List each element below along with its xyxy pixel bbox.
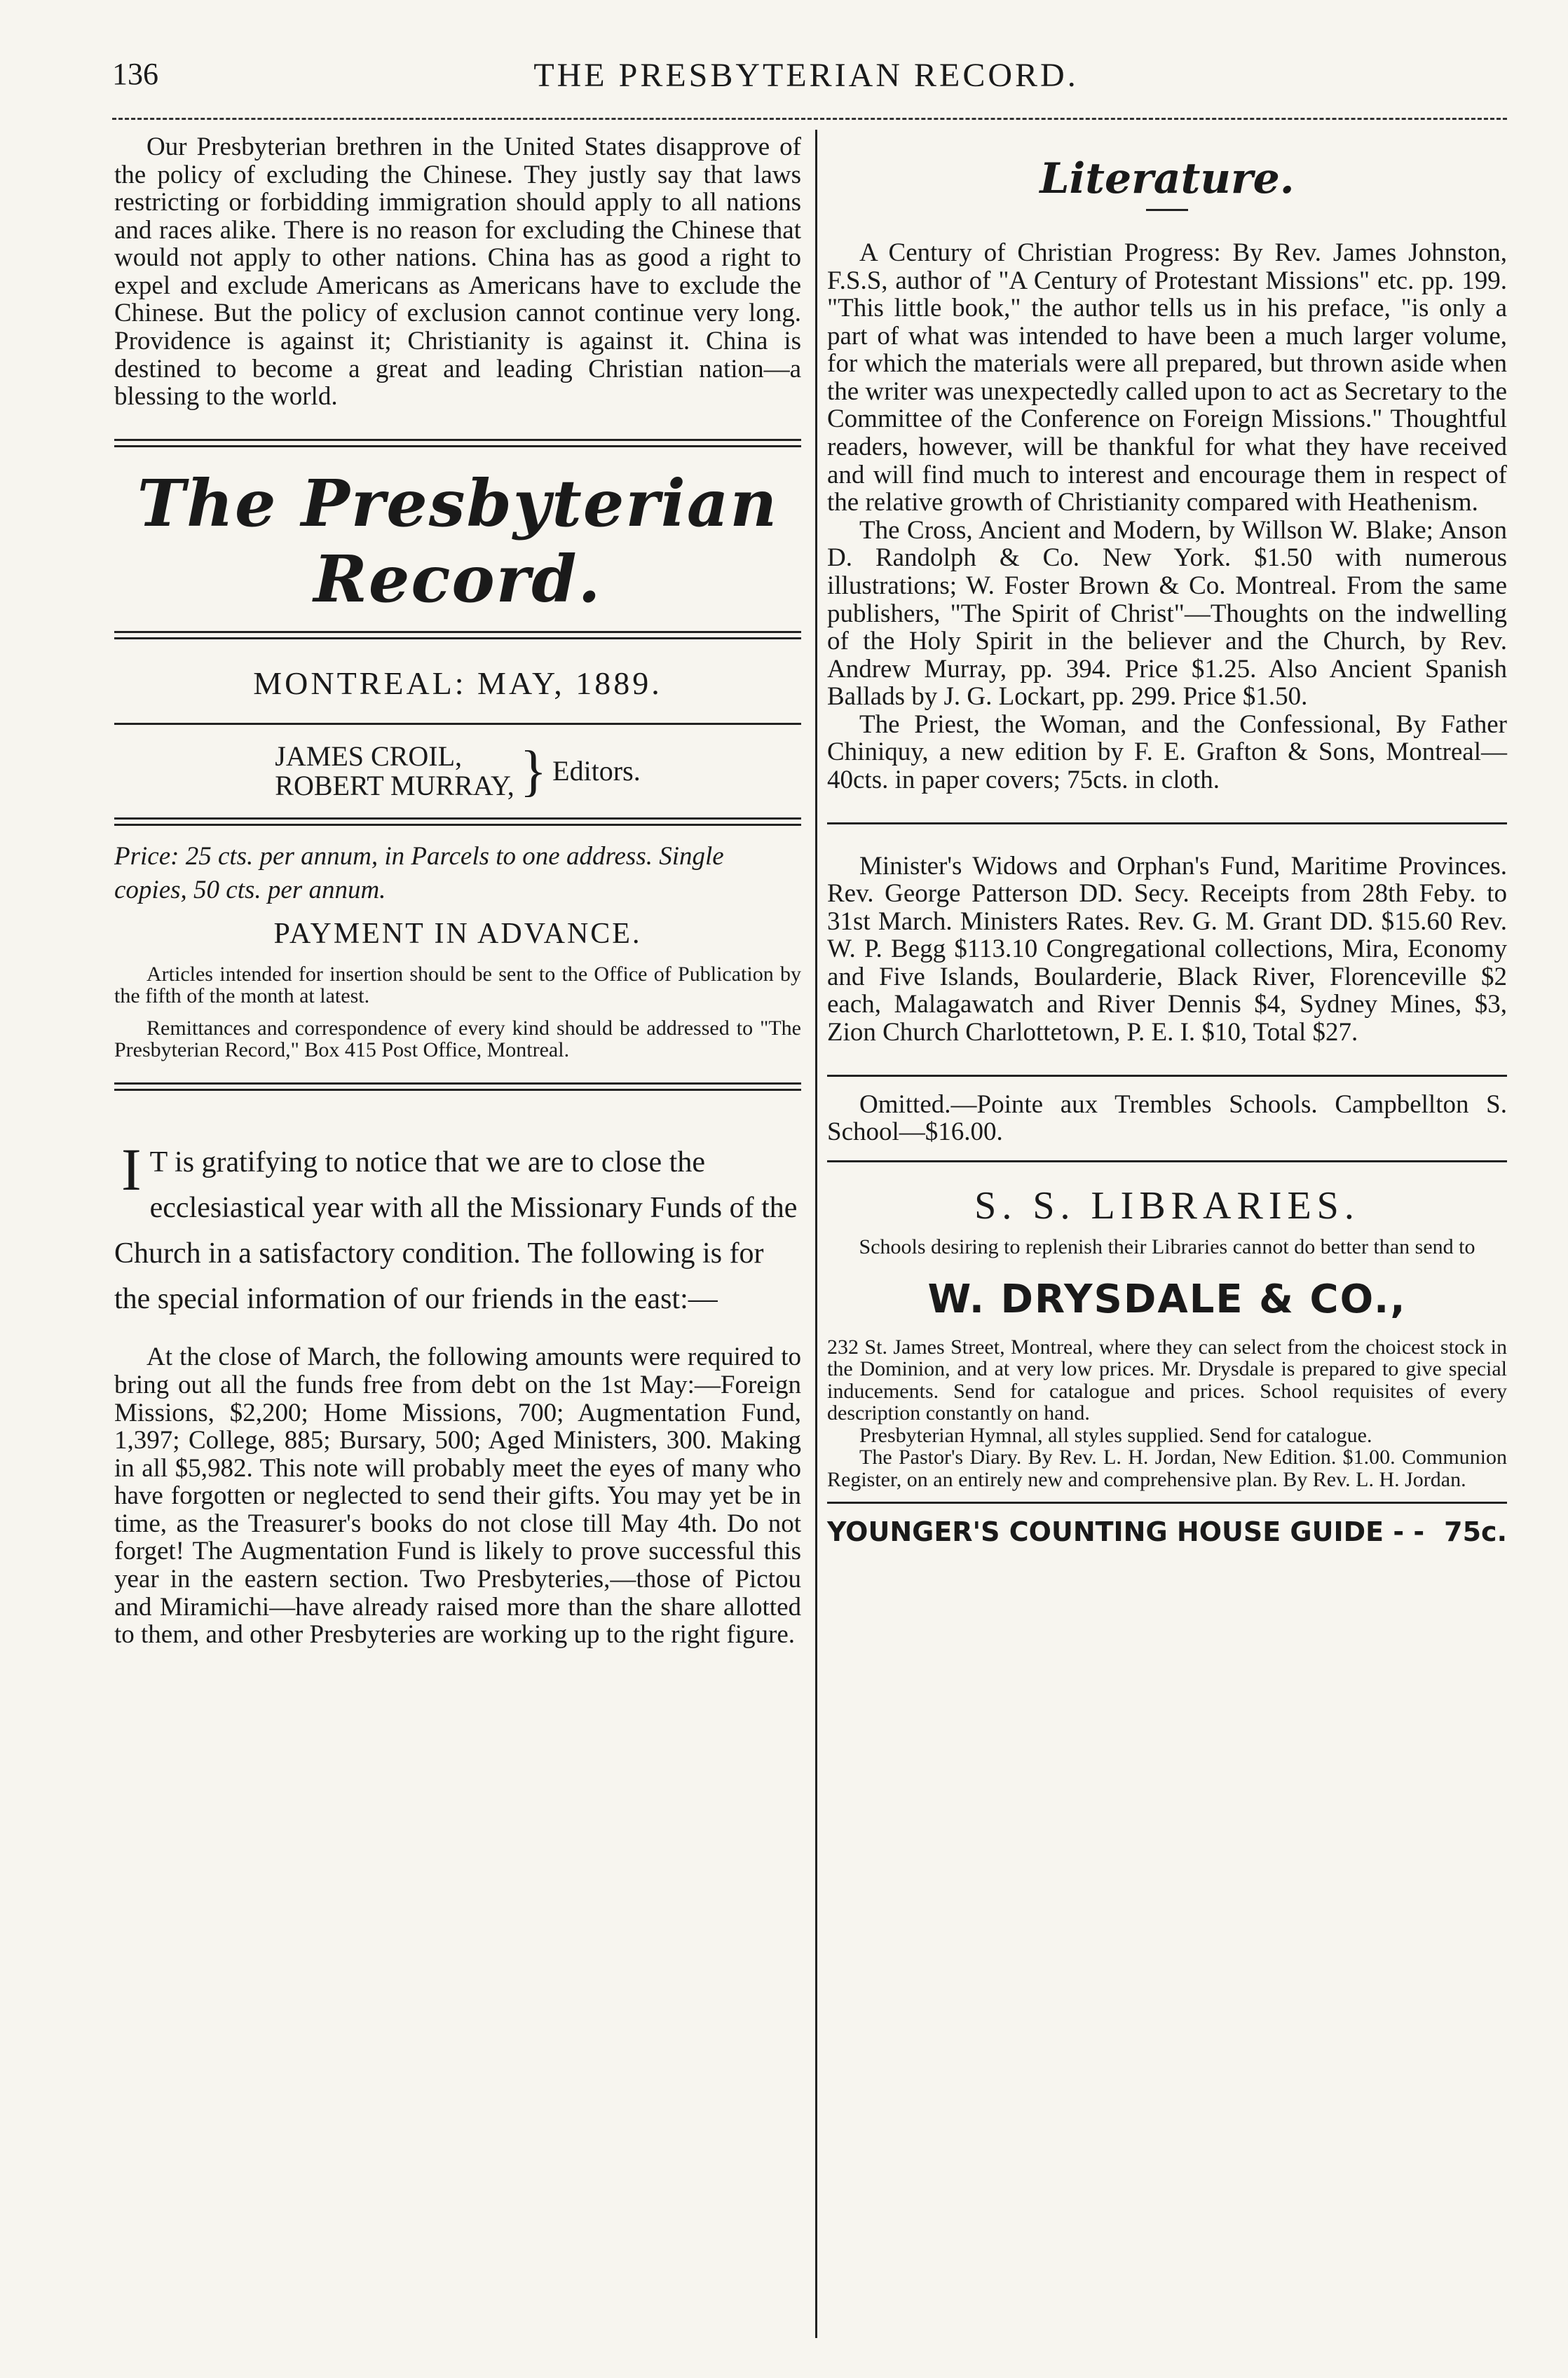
divider: [827, 1075, 1507, 1077]
fund-notice: Minister's Widows and Orphan's Fund, Maritime Provinces. Rev. George Patterson DD. Secy. Receipts from 28th Feby. to 31st March. Ministers Rates. Rev. G. M. Grant DD. $15.60 Rev. W. P. Begg $113.10 Congregational collections, Mira, Economy and Five Islands, Boularderie, Black River, Florenceville $2 each, Malagawatch and River Dennis $4, Sydney Mines, $3, Zion Church Charlottetown, P. E. I. $10, Total $27.: [827, 851, 1507, 1047]
advertisement-hymnal: Presbyterian Hymnal, all styles supplied. Send for catalogue.: [859, 1423, 1372, 1447]
payment-notice: PAYMENT IN ADVANCE.: [273, 917, 642, 950]
guide-price: 75c.: [1444, 1516, 1507, 1548]
masthead: The Presbyterian Record.: [137, 465, 779, 617]
header-rule: [112, 118, 1507, 120]
section-rule: [114, 439, 801, 447]
advertisement-footer: [827, 1516, 1507, 1547]
section-rule: [114, 631, 801, 639]
remittances-note: Remittances and correspondence of every kind should be addressed to "The Presbyterian Record," Box 415 Post Office, Montreal.: [114, 1016, 801, 1062]
book-review: A Century of Christian Progress: By Rev. James Johnston, F.S.S, author of "A Century of Protestant Missions" etc. pp. 199. "This little book," the author tells us in his preface, "is only a part of what was intended to have been a much larger volume, for which the materials were all prepared, but thrown aside when the writer was unexpectedly called upon to act as Secretary to the Committee of the Conference on Foreign Missions." Thoughtful readers, however, will be thankful for what they have received and will find much to interest and encourage them in respect of the relative growth of Christianity compared with Heathenism.: [827, 238, 1507, 517]
section-rule: [114, 817, 801, 826]
advertisement-diary: The Pastor's Diary. By Rev. L. H. Jordan, New Edition. $1.00. Communion Register, on an entirely new and comprehensive plan. By Rev. L. H. Jordan.: [827, 1446, 1507, 1491]
dateline: MONTREAL: MAY, 1889.: [253, 665, 662, 701]
articles-note: Articles intended for insertion should be sent to the Office of Publication by the fifth of the month at latest.: [114, 962, 801, 1008]
page-number: 136: [112, 57, 158, 91]
section-rule: [114, 1082, 801, 1091]
omitted-notice: Omitted.—Pointe aux Trembles Schools. Campbellton S. School—$16.00.: [827, 1089, 1507, 1147]
divider: [827, 822, 1507, 824]
page-header: [112, 42, 1500, 105]
advertisement-body: 232 St. James Street, Montreal, where they can select from the choicest stock in the Dominion, and at very low prices. Mr. Drysdale is prepared to give special inducements. Send for catalogue and prices. School requisites of every description constantly on hand.: [827, 1335, 1507, 1425]
editor-name: JAMES CROIL,: [275, 740, 462, 772]
editors-block: [114, 742, 801, 801]
body-paragraph: At the close of March, the following amounts were required to bring out all the funds free from debt on the 1st May:—Foreign Missions, $2,200; Home Missions, 700; Augmentation Fund, 1,397; College, 885; Bursary, 500; Aged Ministers, 300. Making in all $5,982. This note will probably meet the eyes of many who have forgotten or neglected to send their gifts. You may yet be in time, as the Treasurer's books do not close till May 4th. Do not forget! The Augmentation Fund is likely to prove successful this year in the eastern section. Two Presbyteries,—those of Pictou and Miramichi—have already raised more than the share allotted to them, and other Presbyteries are working up to the right figure.: [114, 1343, 801, 1650]
intro-paragraph: Our Presbyterian brethren in the United States disapprove of the policy of excluding the Chinese. They justly say that laws restricting or forbidding immigration should apply to all nations and races alike. There is no reason for excluding the Chinese that would not apply to other nations. China has as good a right to expel and exclude Americans as Americans have to exclude the Chinese. But the policy of exclusion cannot continue very long. Providence is against it; Christianity is against it. China is destined to become a great and leading Christian nation—a blessing to the world.: [114, 133, 801, 412]
right-column: [827, 133, 1507, 1547]
editor-name: ROBERT MURRAY,: [275, 769, 514, 801]
divider: [827, 1502, 1507, 1504]
book-review: The Priest, the Woman, and the Confessional, By Father Chiniquy, a new edition by F. E. Grafton & Sons, Montreal—40cts. in paper covers; 75cts. in cloth.: [827, 709, 1507, 794]
book-review: The Cross, Ancient and Modern, by Willson W. Blake; Anson D. Randolph & Co. New York. $1.50 with numerous illustrations; W. Foster Brown & Co. Montreal. From the same publishers, "The Spirit of Christ"—Thoughts on the indwelling of the Holy Spirit in the believer and the Church, by Rev. Andrew Murray, pp. 394. Price $1.25. Also Ancient Spanish Ballads by J. G. Lockart, pp. 299. Price $1.50.: [827, 515, 1507, 712]
lead-paragraph: T is gratifying to notice that we are to close the ecclesiastical year with all the Missionary Funds of the Church in a satisfactory condition. The following is for the special information of our friends in the east:—: [114, 1146, 798, 1316]
running-title: THE PRESBYTERIAN RECORD.: [533, 57, 1079, 94]
left-column: [114, 133, 801, 1649]
editor-names: [275, 742, 514, 801]
guide-title: YOUNGER'S COUNTING HOUSE GUIDE - -: [827, 1516, 1425, 1548]
divider: [114, 723, 801, 725]
editors-label: Editors.: [552, 755, 641, 787]
brace-glyph: }: [519, 740, 547, 802]
editorial-lead: [114, 1135, 801, 1322]
literature-heading: Literature.: [1039, 154, 1295, 203]
advertisement-company: W. DRYSDALE & CO.,: [927, 1276, 1407, 1322]
column-divider: [815, 130, 817, 2338]
divider: [827, 1160, 1507, 1162]
advertisement-title: S. S. LIBRARIES.: [974, 1183, 1360, 1228]
small-rule: [1146, 209, 1188, 211]
drop-cap: I: [121, 1135, 142, 1203]
price-line: Price: 25 cts. per annum, in Parcels to one address. Single copies, 50 cts. per annum.: [114, 841, 724, 904]
advertisement-subtitle: Schools desiring to replenish their Libraries cannot do better than send to: [859, 1235, 1475, 1258]
